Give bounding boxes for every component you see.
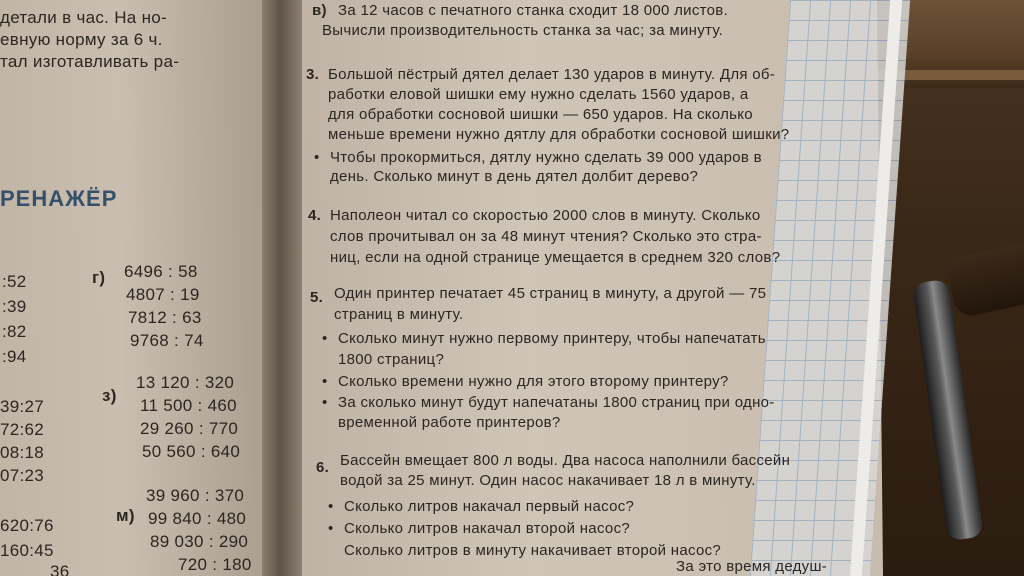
exercise-item: :52: [2, 272, 27, 291]
problem-text: для обработки сосновой шишки — 650 ударов. На сколько: [328, 106, 753, 123]
exercise-item: 99 840 : 480: [148, 509, 247, 528]
book-gutter: [262, 0, 302, 576]
exercise-item: :39: [2, 297, 27, 316]
exercise-item: :94: [2, 347, 27, 366]
exercise-item: 36: [50, 562, 70, 576]
exercise-item: 720 : 180: [178, 555, 252, 574]
exercise-item: 08:18: [0, 443, 45, 462]
problem-text: За 12 часов с печатного станка сходит 18 000 листов.: [338, 2, 729, 19]
problem-text: слов прочитывал он за 48 минут чтения? Сколько это стра-: [330, 228, 762, 245]
problem-text: Один принтер печатает 45 страниц в минуту, а другой — 75: [334, 285, 767, 302]
exercise-item: 13 120 : 320: [136, 373, 235, 392]
left-text-line: детали в час. На но-: [0, 8, 167, 27]
exercise-item: 72:62: [0, 420, 45, 439]
problem-text: • За сколько минут будут напечатаны 1800 страниц при одно-: [338, 394, 775, 411]
problem-text: 1800 страниц?: [338, 351, 445, 368]
problem-text: За это время дедуш-: [676, 558, 828, 575]
problem-text: водой за 25 минут. Один насос накачивает 18 л в минуту.: [340, 472, 756, 489]
exercise-item: :82: [2, 322, 27, 341]
problem-text: • Чтобы прокормиться, дятлу нужно сделать 39 000 ударов в: [330, 149, 762, 166]
problem-number: 3.: [306, 66, 320, 83]
problem-text: Вычисли производительность станка за час; за минуту.: [322, 22, 724, 39]
problem-text: Сколько литров в минуту накачивает второй насос?: [344, 542, 722, 559]
exercise-item: 7812 : 63: [128, 308, 202, 327]
problem-text: Наполеон читал со скоростью 2000 слов в минуту. Сколько: [330, 207, 761, 224]
problem-text: • Сколько литров накачал второй насос?: [344, 520, 630, 537]
exercise-item: 50 560 : 640: [142, 442, 241, 461]
exercise-label: з): [102, 386, 117, 405]
exercise-item: 89 030 : 290: [150, 532, 249, 551]
section-heading: РЕНАЖЁР: [0, 186, 118, 211]
problem-text: работки еловой шишки ему нужно сделать 1560 ударов, а: [328, 86, 749, 103]
problem-text: • Сколько времени нужно для этого второму принтеру?: [338, 373, 729, 390]
exercise-item: 4807 : 19: [126, 285, 200, 304]
exercise-item: 07:23: [0, 466, 45, 485]
problem-text: • Сколько минут нужно первому принтеру, чтобы напечатать: [338, 330, 766, 347]
exercise-item: 6496 : 58: [124, 262, 198, 281]
exercise-item: 29 260 : 770: [140, 419, 239, 438]
exercise-item: 620:76: [0, 516, 54, 535]
problem-number: 6.: [316, 459, 330, 476]
left-text-line: евную норму за 6 ч.: [0, 30, 163, 49]
problem-text: Бассейн вмещает 800 л воды. Два насоса наполнили бассейн: [340, 452, 791, 469]
exercise-item: 39:27: [0, 397, 45, 416]
exercise-item: 39 960 : 370: [146, 486, 245, 505]
exercise-label: м): [116, 506, 135, 525]
problem-text: временной работе принтеров?: [338, 414, 561, 431]
problem-text: день. Сколько минут в день дятел долбит дерево?: [330, 168, 699, 185]
problem-number: 4.: [308, 207, 322, 224]
problem-text: меньше времени нужно дятлу для обработки сосновой шишки?: [328, 126, 790, 143]
problem-text: Большой пёстрый дятел делает 130 ударов в минуту. Для об-: [328, 66, 776, 83]
exercise-item: 11 500 : 460: [140, 396, 237, 415]
problem-text: страниц в минуту.: [334, 306, 464, 323]
problem-text: • Сколько литров накачал первый насос?: [344, 498, 634, 515]
left-text-line: тал изготавливать ра-: [0, 52, 180, 71]
exercise-item: 9768 : 74: [130, 331, 204, 350]
exercise-label: в): [312, 2, 327, 19]
exercise-label: г): [92, 268, 106, 287]
problem-text: ниц, если на одной странице умещается в среднем 320 слов?: [330, 249, 781, 266]
exercise-item: 160:45: [0, 541, 54, 560]
problem-number: 5.: [310, 289, 324, 306]
